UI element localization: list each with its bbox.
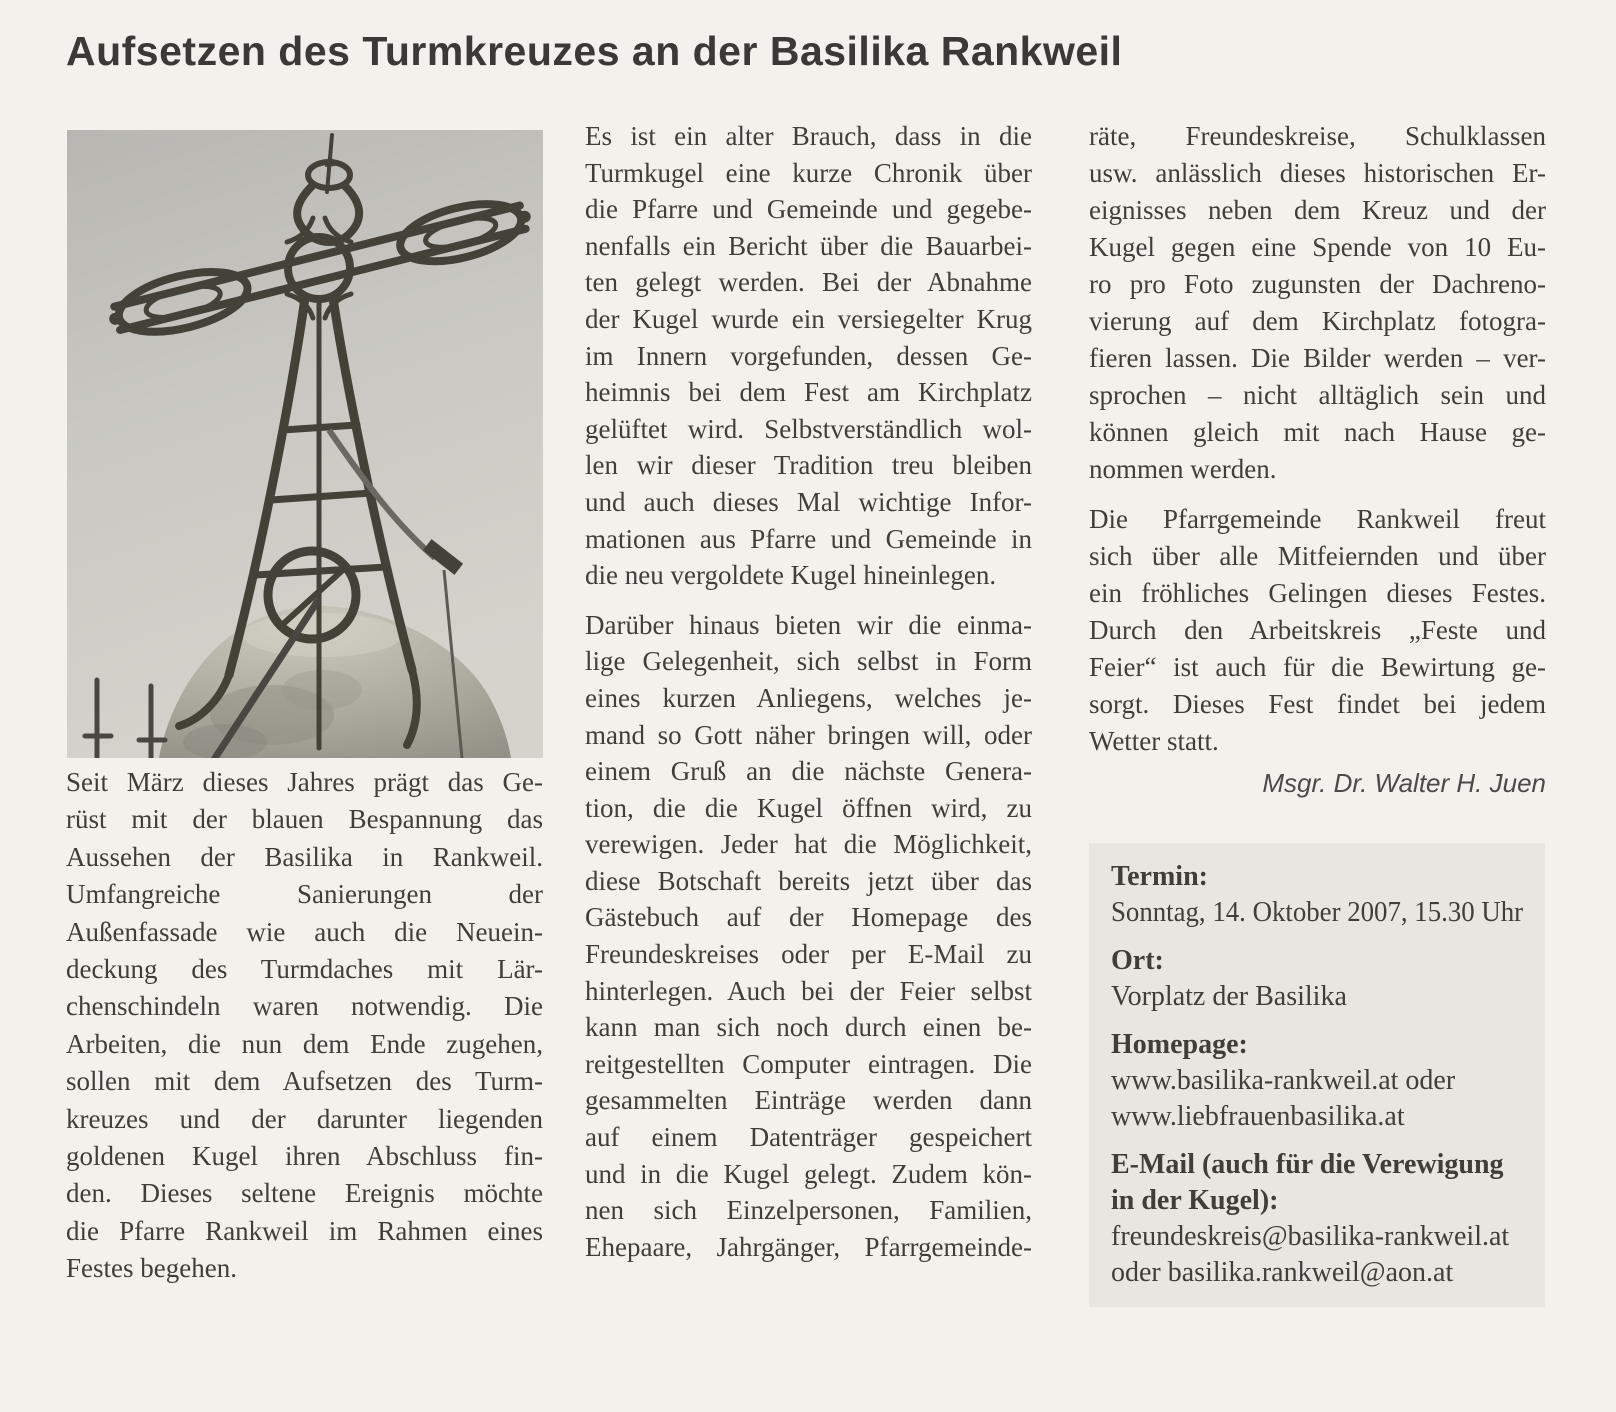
text-line: eignisses neben dem Kreuz und der: [1089, 195, 1546, 225]
info-value: www.liebfrauenbasilika.at: [1111, 1101, 1405, 1132]
text-line: hinterlegen. Auch bei der Feier selbst: [585, 975, 1032, 1006]
info-value: www.basilika-rankweil.at oder: [1111, 1065, 1456, 1096]
text-line: den. Dieses seltene Ereignis möchte: [66, 1178, 543, 1209]
text-line: Gästebuch auf der Homepage des: [585, 902, 1032, 933]
text-line: kann man sich noch durch einen be-: [585, 1012, 1032, 1043]
text-line: können gleich mit nach Hause ge-: [1089, 417, 1546, 447]
text-line: nenfalls ein Bericht über die Bauarbei-: [585, 230, 1032, 261]
text-line: Turmkugel eine kurze Chronik über: [585, 157, 1032, 188]
info-label: Termin:: [1111, 861, 1208, 892]
text-line: mationen aus Pfarre und Gemeinde in: [585, 523, 1032, 554]
text-line: tion, die die Kugel öffnen wird, zu: [585, 792, 1032, 823]
text-line: einem Gruß an die nächste Genera-: [585, 756, 1032, 787]
text-line: eines kurzen Anliegens, welches je-: [585, 682, 1032, 713]
text-line: heimnis bei dem Fest am Kirchplatz: [585, 377, 1032, 408]
text-line: kreuzes und der darunter liegenden: [66, 1103, 543, 1134]
text-line: auf einem Datenträger gespeichert: [585, 1122, 1032, 1153]
text-line: Feier“ ist auch für die Bewirtung ge-: [1089, 652, 1546, 682]
text-line: Seit März dieses Jahres prägt das Ge-: [66, 767, 543, 797]
text-line: Arbeiten, die nun dem Ende zugehen,: [66, 1028, 543, 1059]
text-line: verewigen. Jeder hat die Möglichkeit,: [585, 829, 1032, 860]
text-line: gelüftet wird. Selbstverständlich wol-: [585, 413, 1032, 444]
text-line: und in die Kugel gelegt. Zudem kön-: [585, 1158, 1032, 1189]
text-line: sollen mit dem Aufsetzen des Turm-: [66, 1066, 543, 1097]
text-line: Durch den Arbeitskreis „Feste und: [1089, 615, 1546, 645]
text-line: Außenfassade wie auch die Neuein-: [66, 916, 543, 947]
text-line: reitgestellten Computer eintragen. Die: [585, 1048, 1032, 1079]
tower-cross-photo: [67, 130, 543, 758]
text-line: Wetter statt.: [1089, 726, 1219, 756]
text-line: Freundeskreises oder per E-Mail zu: [585, 939, 1032, 970]
text-line: len wir dieser Tradition treu bleiben: [585, 450, 1032, 481]
text-line: diese Botschaft bereits jetzt über das: [585, 865, 1032, 896]
text-line: goldenen Kugel ihren Abschluss fin-: [66, 1141, 543, 1172]
text-line: mand so Gott näher bringen will, oder: [585, 719, 1032, 750]
text-line: sprochen – nicht alltäglich sein und: [1089, 380, 1546, 410]
text-line: usw. anlässlich dieses historischen Er-: [1089, 158, 1546, 188]
info-section: [1111, 943, 1523, 1015]
text-line: ten gelegt werden. Bei der Abnahme: [585, 267, 1032, 298]
text-line: chenschindeln waren notwendig. Die: [66, 991, 543, 1022]
info-value: Sonntag, 14. Oktober 2007, 15.30 Uhr: [1111, 897, 1524, 928]
column-left: [66, 764, 543, 1288]
column-right: [1089, 118, 1546, 760]
text-line: ro pro Foto zugunsten der Dachreno-: [1089, 269, 1546, 299]
info-section: [1111, 1147, 1523, 1291]
info-label: Homepage:: [1111, 1029, 1248, 1060]
text-line: sorgt. Dieses Fest findet bei jedem: [1089, 689, 1546, 719]
text-line: fieren lassen. Die Bilder werden – ver-: [1089, 343, 1546, 373]
info-label: in der Kugel):: [1111, 1185, 1279, 1216]
paragraph: [1089, 501, 1546, 760]
text-line: Die Pfarrgemeinde Rankweil freut: [1089, 504, 1546, 534]
paragraph: [585, 607, 1032, 1266]
text-line: gesammelten Einträge werden dann: [585, 1085, 1032, 1116]
text-line: im Innern vorgefunden, dessen Ge-: [585, 340, 1032, 371]
text-line: die Pfarre Rankweil im Rahmen eines: [66, 1215, 543, 1246]
paragraph: [66, 764, 543, 1288]
info-label: Ort:: [1111, 945, 1164, 976]
text-line: die neu vergoldete Kugel hineinlegen.: [585, 560, 997, 591]
text-line: Festes begehen.: [66, 1253, 237, 1284]
tower-cross-photo-graphic: [67, 130, 543, 758]
text-line: Kugel gegen eine Spende von 10 Eu-: [1089, 232, 1546, 262]
info-section: [1111, 1027, 1523, 1135]
text-line: ein fröhliches Gelingen dieses Festes.: [1089, 578, 1546, 608]
text-line: die Pfarre und Gemeinde und gegebe-: [585, 194, 1032, 225]
info-section: [1111, 859, 1523, 931]
text-line: und auch dieses Mal wichtige Infor-: [585, 486, 1032, 517]
text-line: lige Gelegenheit, sich selbst in Form: [585, 646, 1032, 677]
text-line: Ehepaare, Jahrgänger, Pfarrgemeinde-: [585, 1231, 1032, 1262]
event-info-box: [1089, 843, 1545, 1307]
info-label: E-Mail (auch für die Verewigung: [1111, 1149, 1504, 1180]
info-value: Vorplatz der Basilika: [1111, 981, 1347, 1012]
text-line: nommen werden.: [1089, 454, 1277, 484]
text-line: räte, Freundeskreise, Schulklassen: [1089, 121, 1546, 151]
text-line: Es ist ein alter Brauch, dass in die: [585, 121, 1032, 151]
column-middle: [585, 118, 1032, 1265]
article-title: Aufsetzen des Turmkreuzes an der Basilika Rankweil: [66, 28, 1123, 74]
info-value: oder basilika.rankweil@aon.at: [1111, 1257, 1454, 1288]
info-value: freundeskreis@basilika-rankweil.at: [1111, 1221, 1510, 1252]
text-line: der Kugel wurde ein versiegelter Krug: [585, 303, 1032, 334]
author-byline: Msgr. Dr. Walter H. Juen: [1262, 768, 1546, 798]
text-line: nen sich Einzelpersonen, Familien,: [585, 1195, 1032, 1226]
text-line: Darüber hinaus bieten wir die einma-: [585, 609, 1032, 640]
text-line: deckung des Turmdaches mit Lär-: [66, 954, 543, 985]
text-line: Umfangreiche Sanierungen der: [66, 879, 543, 910]
paragraph: [1089, 118, 1546, 488]
paragraph: [585, 118, 1032, 594]
text-line: rüst mit der blauen Bespannung das: [66, 804, 543, 835]
text-line: vierung auf dem Kirchplatz fotogra-: [1089, 306, 1546, 336]
text-line: sich über alle Mitfeiernden und über: [1089, 541, 1546, 571]
text-line: Aussehen der Basilika in Rankweil.: [66, 841, 543, 872]
